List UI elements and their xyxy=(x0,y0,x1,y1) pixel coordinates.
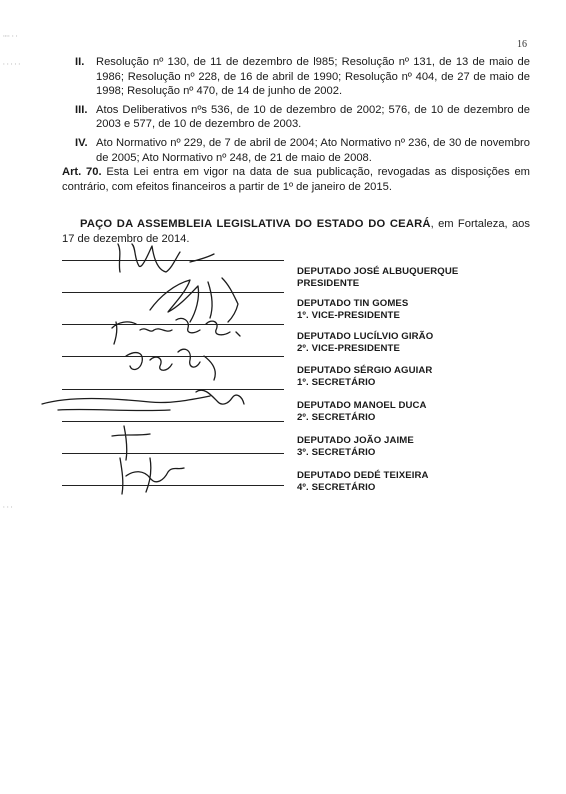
item-text: Resolução nº 130, de 11 de dezembro de l985; Resolução nº 131, de 13 de maio de 1986; Resolução nº 228, de 16 de abril de 1990; Resolução nº 404, de 27 de maio de 1998; Resolução nº 470, de 14 de junho de 2002. xyxy=(96,56,530,98)
signature-second-secretary xyxy=(42,390,244,410)
signatory-name: DEPUTADO TIN GOMES xyxy=(297,298,409,309)
item-text: Atos Deliberativos nºs 536, de 10 de dezembro de 2002; 576, de 10 de dezembro de 2003 e 577, de 10 de dezembro de 2003. xyxy=(96,103,530,131)
closing-heading: PAÇO DA ASSEMBLEIA LEGISLATIVA DO ESTADO DO CEARÁ xyxy=(80,218,431,230)
margin-mark: ፡፡፡፡ ፡ ፡ xyxy=(3,32,18,40)
item-text: Ato Normativo nº 229, de 7 de abril de 2004; Ato Normativo nº 236, de 30 de novembro de 2005; Ato Normativo nº 248, de 21 de maio de 2008. xyxy=(96,136,530,164)
signatory-role: 3º. SECRETÁRIO xyxy=(297,446,376,458)
item-numeral: II. xyxy=(75,56,85,68)
signature-third-secretary xyxy=(112,426,150,460)
signatory-name: DEPUTADO JOSÉ ALBUQUERQUE xyxy=(297,266,459,277)
closing-rest: , em Fortaleza, aos 17 de dezembro de 2014. xyxy=(62,218,530,245)
signatory-name: DEPUTADO LUCÍLVIO GIRÃO xyxy=(297,331,434,342)
signatory-name: DEPUTADO DEDÉ TEIXEIRA xyxy=(297,470,429,481)
article-text: Esta Lei entra em vigor na data de sua publicação, revogadas as disposições em contrário, com efeitos financeiros a partir de 1º de janeiro de 2015. xyxy=(62,166,530,193)
signatory-role: 4º. SECRETÁRIO xyxy=(297,481,376,493)
signature-president xyxy=(118,244,214,272)
signatory-name: DEPUTADO MANOEL DUCA xyxy=(297,400,427,411)
signatory-role: 1º. VICE-PRESIDENTE xyxy=(297,309,400,321)
signatory-role: PRESIDENTE xyxy=(297,277,360,289)
article-label: Art. 70. xyxy=(62,166,102,178)
margin-mark: ፡ ፡ ፡ xyxy=(3,503,13,511)
signatory-name: DEPUTADO JOÃO JAIME xyxy=(297,435,414,446)
signature-fourth-secretary xyxy=(120,458,184,494)
item-numeral: IV. xyxy=(75,136,88,149)
signatory-name: DEPUTADO SÉRGIO AGUIAR xyxy=(297,365,433,376)
signature-first-secretary xyxy=(126,349,215,380)
item-numeral: III. xyxy=(75,103,88,116)
margin-mark: ፡ ፡ ፡ ፡ ፡ xyxy=(3,60,21,68)
signature-second-vice xyxy=(112,318,240,344)
signatory-role: 1º. SECRETÁRIO xyxy=(297,376,376,388)
signatory-role: 2º. SECRETÁRIO xyxy=(297,411,376,423)
signatory-role: 2º. VICE-PRESIDENTE xyxy=(297,342,400,354)
page-number: 16 xyxy=(517,39,527,50)
signature-first-vice xyxy=(150,278,238,322)
